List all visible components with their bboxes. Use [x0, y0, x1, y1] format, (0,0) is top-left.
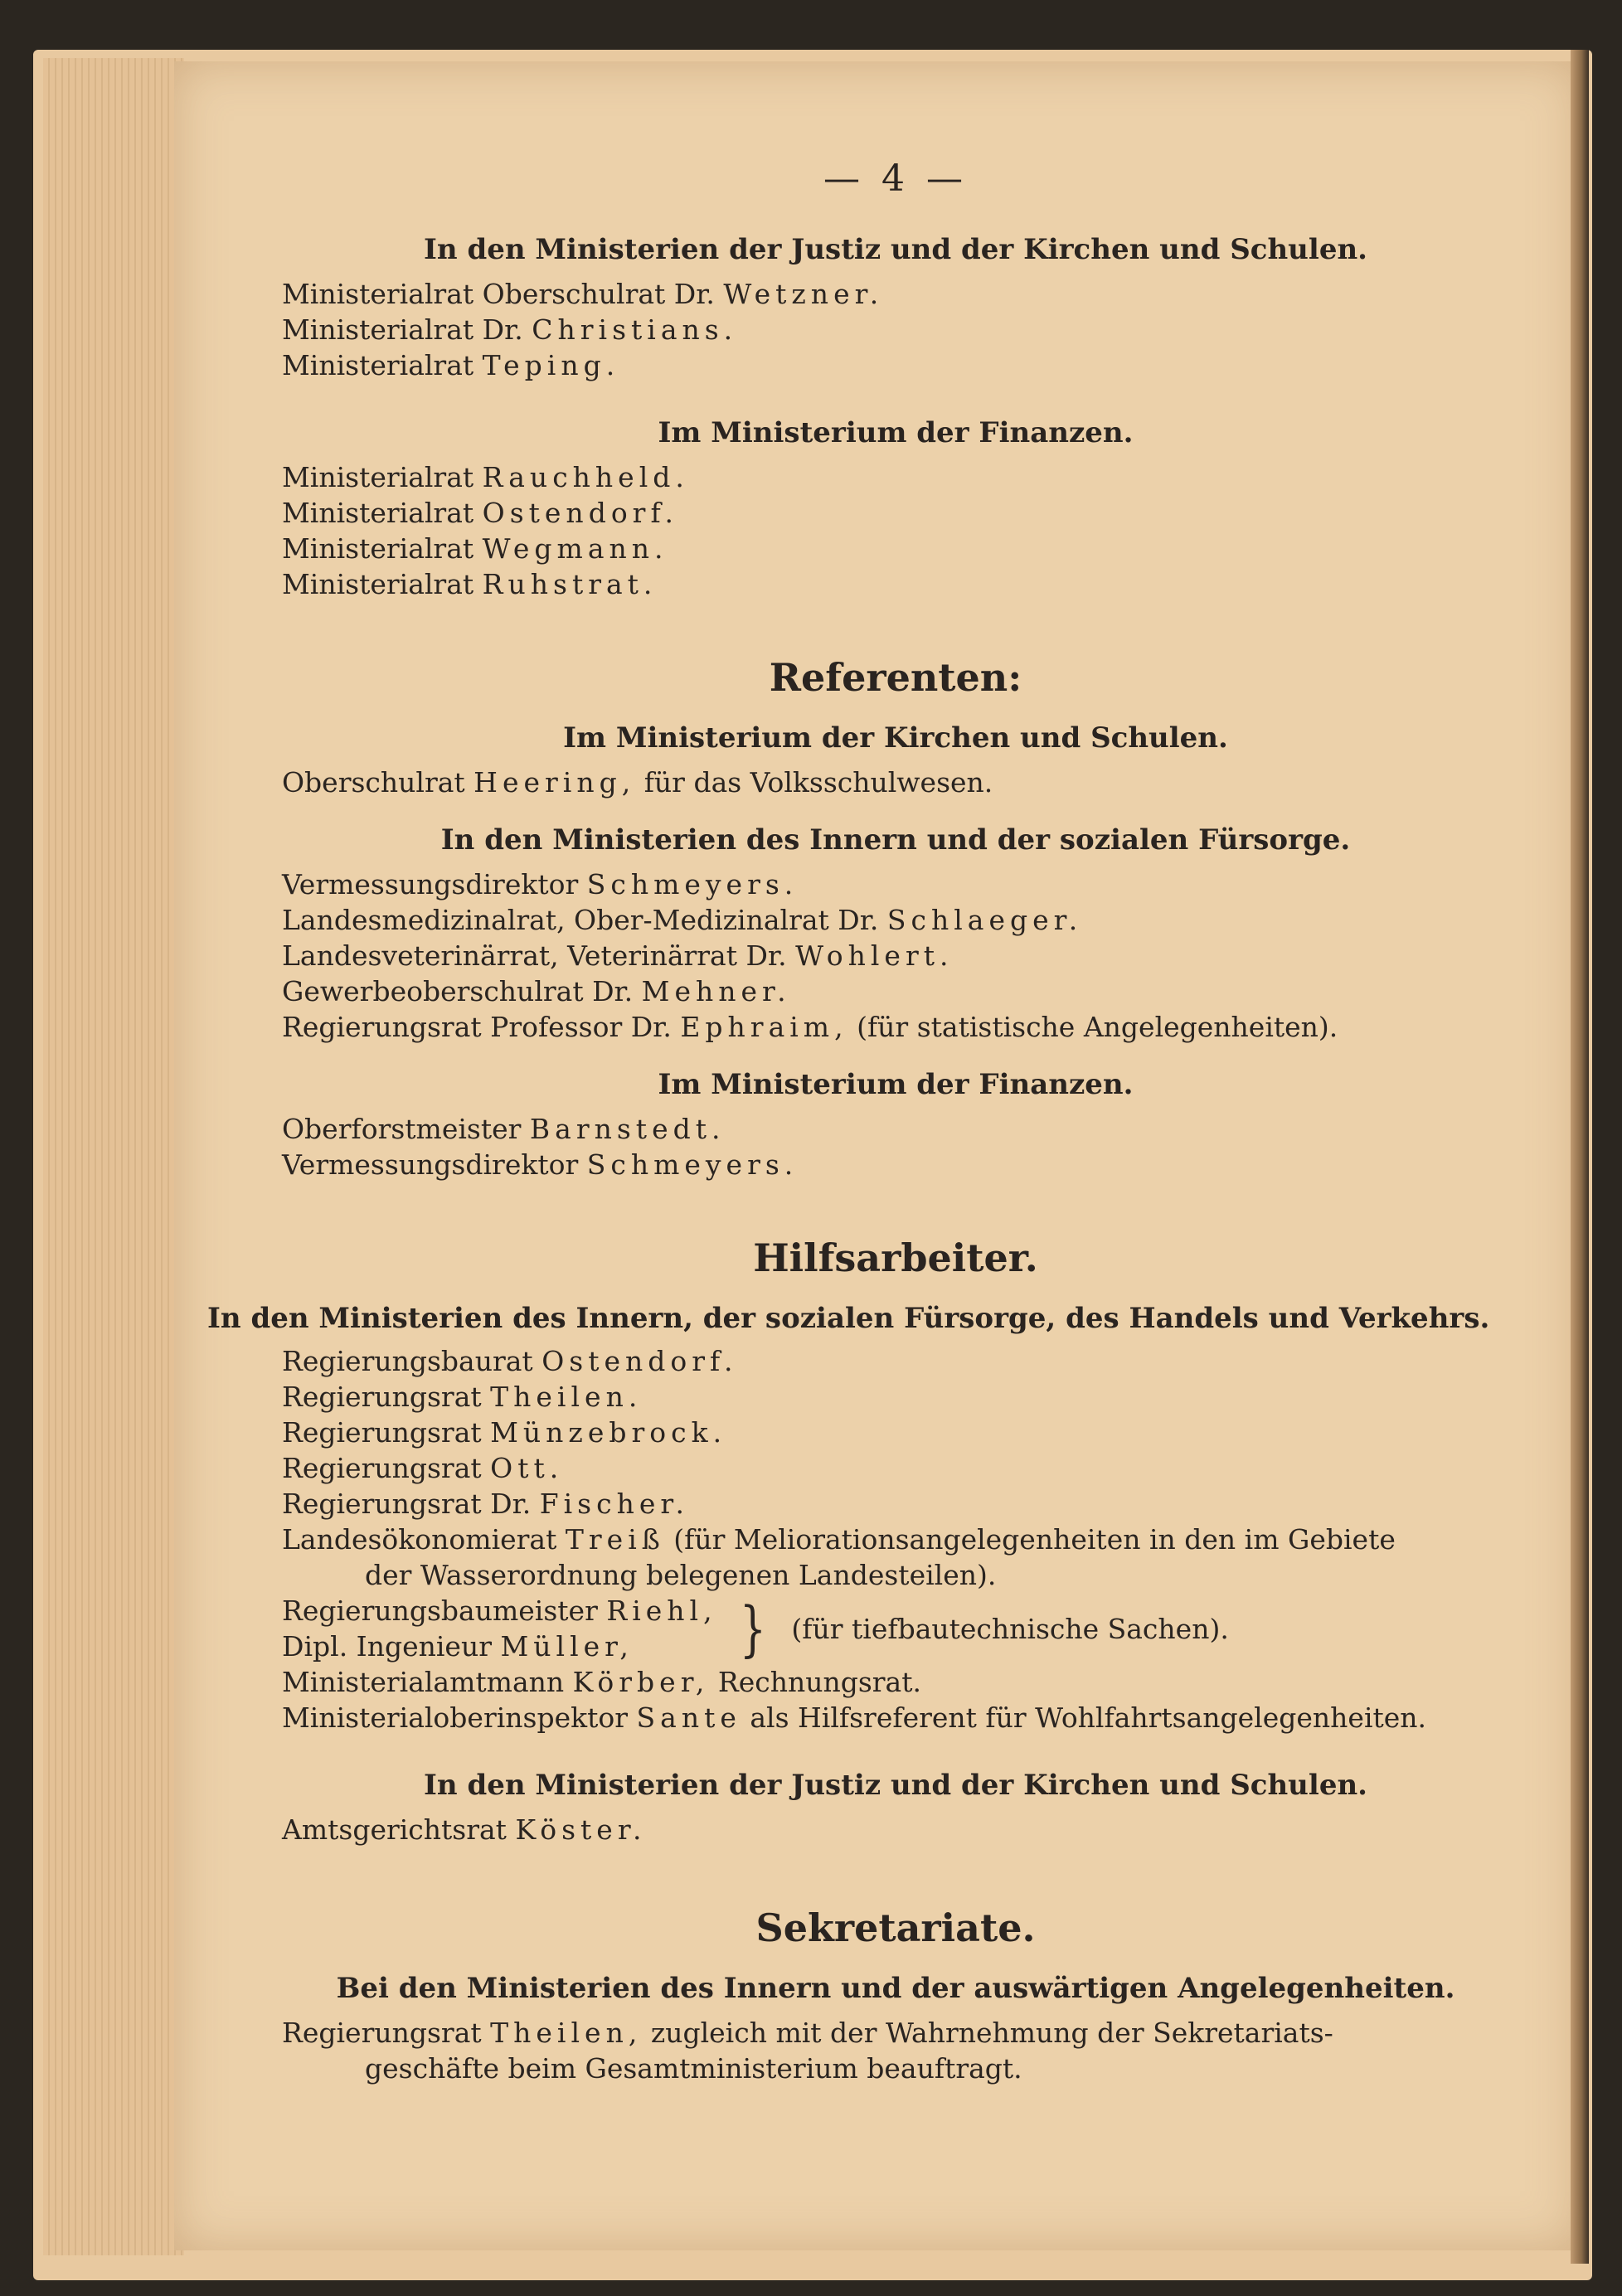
list-item: Ministerialoberinspektor Sante als Hilfsreferent für Wohlfahrtsangelegenheiten. — [282, 1701, 1427, 1734]
brace-note: (für tiefbautechnische Sachen). — [791, 1612, 1229, 1645]
list-item: Ministerialrat Rauchheld. — [282, 461, 689, 493]
section-justiz-kirchen — [240, 233, 1551, 383]
page-number: — 4 — — [823, 158, 968, 200]
list-item: Ministerialrat Teping. — [282, 349, 620, 381]
list-item: Oberschulrat Heering, für das Volksschulwesen. — [282, 766, 993, 799]
section-ref-innern — [240, 823, 1551, 1045]
list-item: Gewerbeoberschulrat Dr. Mehner. — [282, 975, 791, 1007]
section-heading: Im Ministerium der Finanzen. — [658, 1068, 1134, 1101]
list-item: Amtsgerichtsrat Köster. — [282, 1813, 647, 1846]
list-item: Regierungsrat Dr. Fischer. — [282, 1488, 690, 1520]
list-item: Ministerialrat Wegmann. — [282, 532, 668, 565]
section-heading: Im Ministerium der Finanzen. — [658, 416, 1134, 449]
list-item: Ministerialrat Ostendorf. — [282, 497, 678, 529]
list-item: Ministerialrat Dr. Christians. — [282, 313, 738, 346]
page-content — [207, 158, 1551, 2093]
list-item: Ministerialrat Oberschulrat Dr. Wetzner. — [282, 278, 884, 310]
section-heading: In den Ministerien des Innern und der sozialen Fürsorge. — [440, 823, 1351, 857]
sekretariate-heading: Sekretariate. — [755, 1905, 1036, 1950]
section-heading: In den Ministerien der Justiz und der Kirchen und Schulen. — [423, 1769, 1368, 1802]
section-finanzen — [240, 416, 1551, 602]
brace-symbol: } — [739, 1594, 766, 1663]
list-item: Landesveterinärrat, Veterinärrat Dr. Wohlert. — [282, 939, 954, 972]
section-heading: Im Ministerium der Kirchen und Schulen. — [563, 721, 1228, 755]
list-item-continuation: geschäfte beim Gesamtministerium beauftragt. — [365, 2052, 1022, 2085]
list-item-continuation: der Wasserordnung belegenen Landesteilen). — [365, 1559, 997, 1591]
list-item: Vermessungsdirektor Schmeyers. — [282, 868, 799, 900]
list-item: Vermessungsdirektor Schmeyers. — [282, 1148, 799, 1181]
section-sekretariate — [240, 1972, 1551, 2086]
section-heading: Bei den Ministerien des Innern und der auswärtigen Angelegenheiten. — [336, 1972, 1455, 2005]
list-item: Regierungsrat Professor Dr. Ephraim, (für statistische Angelegenheiten). — [282, 1011, 1338, 1043]
section-hilf-justiz — [240, 1769, 1551, 1847]
list-item: Oberforstmeister Barnstedt. — [282, 1113, 726, 1145]
section-ref-kirchen — [240, 721, 1551, 800]
list-item: Ministerialrat Ruhstrat. — [282, 568, 658, 600]
list-item: Landesmedizinalrat, Ober-Medizinalrat Dr. Schlaeger. — [282, 904, 1083, 936]
book-spine — [1571, 50, 1589, 2264]
section-heading: In den Ministerien der Justiz und der Kirchen und Schulen. — [423, 233, 1368, 266]
hilfsarbeiter-heading: Hilfsarbeiter. — [753, 1235, 1038, 1280]
brace-group — [282, 1593, 1551, 1664]
list-item: Regierungsrat Theilen, zugleich mit der Wahrnehmung der Sekretariats- — [282, 2017, 1333, 2049]
list-item: Landesökonomierat Treiß (für Meliorationsangelegenheiten in den im Gebiete — [282, 1523, 1396, 1556]
referenten-heading: Referenten: — [769, 655, 1022, 700]
list-item: Regierungsrat Ott. — [282, 1452, 564, 1484]
list-item: Dipl. Ingenieur Müller, — [282, 1630, 634, 1663]
list-item: Regierungsrat Theilen. — [282, 1381, 643, 1413]
list-item: Ministerialamtmann Körber, Rechnungsrat. — [282, 1666, 921, 1698]
section-heading: In den Ministerien des Innern, der sozialen Fürsorge, des Handels und Verkehrs. — [207, 1302, 1490, 1335]
list-item: Regierungsrat Münzebrock. — [282, 1416, 727, 1449]
list-item: Regierungsbaumeister Riehl, — [282, 1595, 717, 1627]
page-edges — [43, 58, 184, 2255]
section-hilf-innern — [207, 1302, 1551, 1735]
list-item: Regierungsbaurat Ostendorf. — [282, 1345, 738, 1377]
section-ref-finanzen — [240, 1068, 1551, 1182]
